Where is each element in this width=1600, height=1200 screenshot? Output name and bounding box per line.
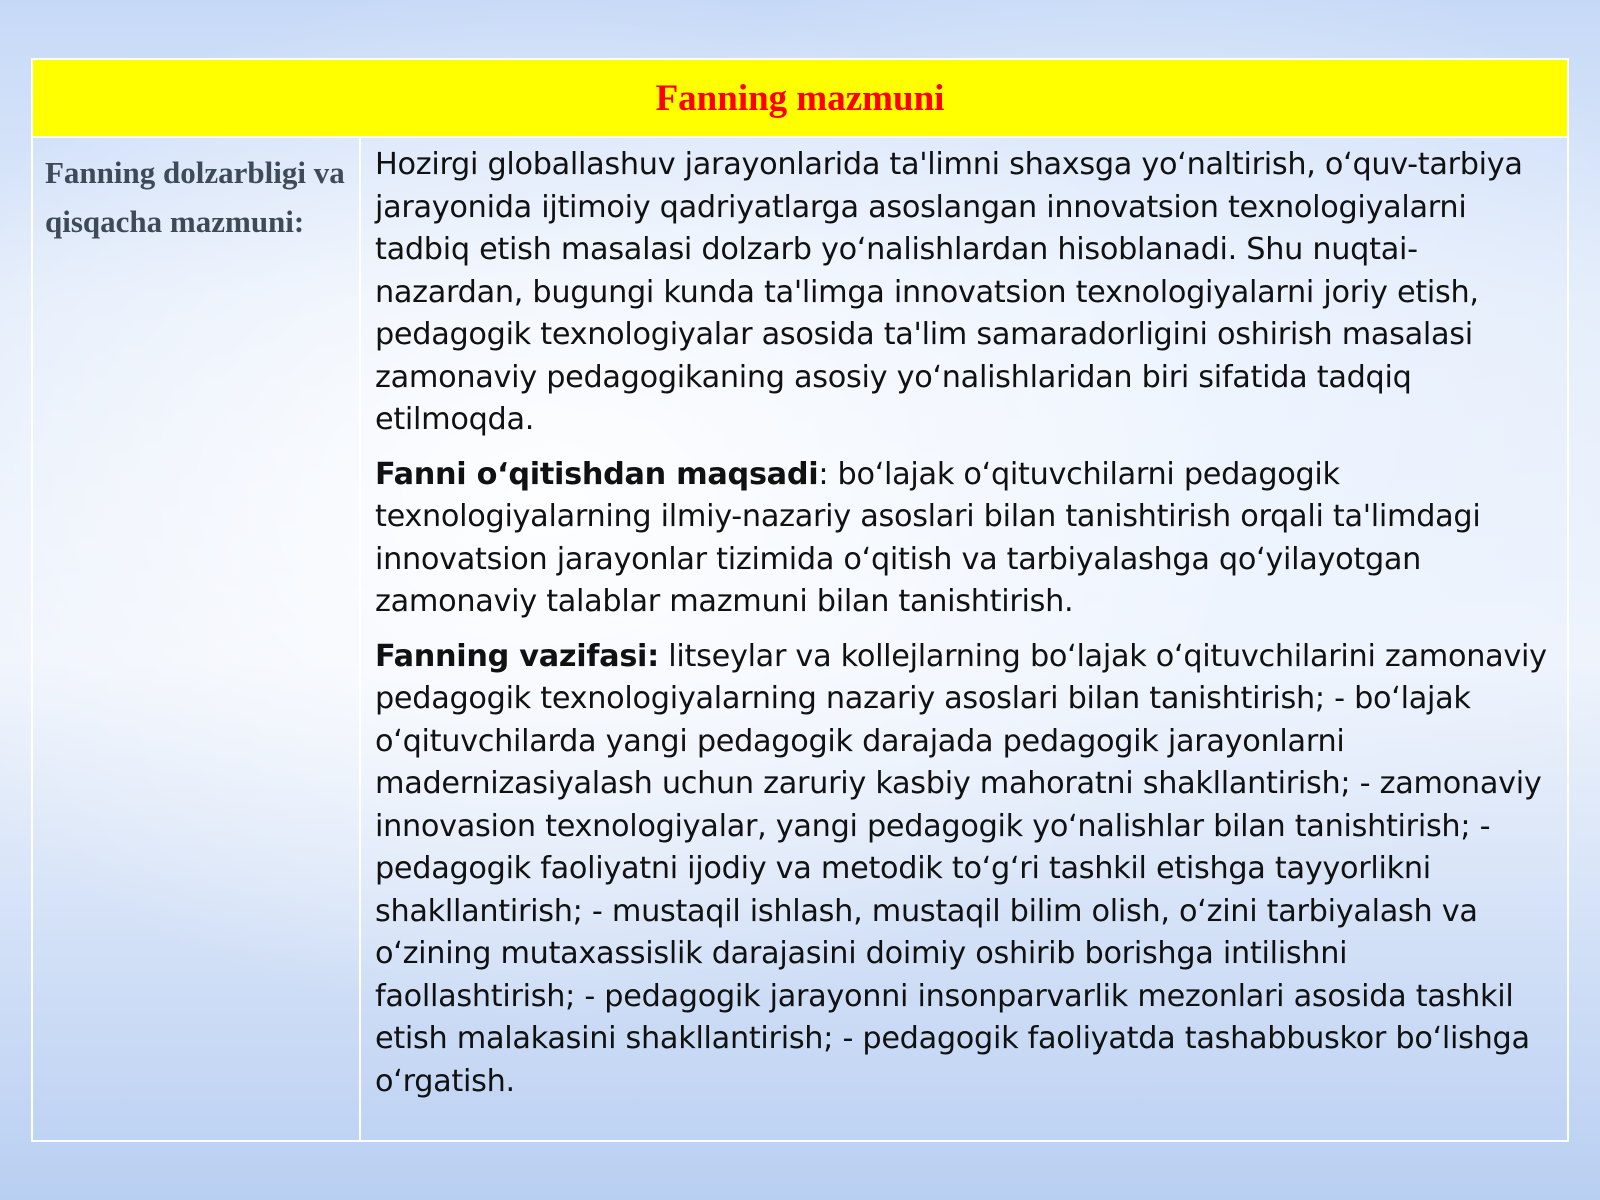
description-cell bbox=[361, 138, 1567, 1140]
label-cell bbox=[33, 138, 361, 1140]
paragraph-relevance bbox=[375, 144, 1551, 442]
paragraph-tasks bbox=[375, 636, 1551, 1104]
paragraph-tasks-lead: Fanning vazifasi: bbox=[375, 638, 659, 674]
content-table bbox=[31, 58, 1569, 1142]
paragraph-goal bbox=[375, 454, 1551, 624]
row-label: Fanning dolzarbligi va qisqacha mazmuni: bbox=[45, 155, 345, 239]
paragraph-relevance-text: Hozirgi globallashuv jarayonlarida ta'limni shaxsga yoʻnaltirish, oʻquv-tarbiya jarayonida ijtimoiy qadriyatlarga asoslangan innovatsion texnologiyalarni tadbiq etish masalasi dolzarb yoʻnalishlardan hisoblanadi. Shu nuqtai-nazardan, bugungi kunda ta'limga innovatsion texnologiyalarni joriy etish, pedagogik texnologiyalar asosida ta'lim samaradorligini oshirish masalasi zamonaviy pedagogikaning asosiy yoʻnalishlaridan biri sifatida tadqiq etilmoqda. bbox=[375, 147, 1523, 437]
table-header-row bbox=[33, 60, 1567, 138]
table-header-title: Fanning mazmuni bbox=[655, 77, 945, 119]
paragraph-goal-text: : boʻlajak oʻqituvchilarni pedagogik texnologiyalarning ilmiy-nazariy asoslari bilan tanishtirish orqali ta'limdagi innovatsion jarayonlar tizimida oʻqitish va tarbiyalashga qoʻyilayotgan zamonaviy talablar mazmuni bilan tanishtirish. bbox=[375, 456, 1481, 619]
paragraph-tasks-text: litseylar va kollejlarning boʻlajak oʻqituvchilarini zamonaviy pedagogik texnologiyalarning nazariy asoslari bilan tanishtirish; - boʻlajak oʻqituvchilarda yangi pedagogik darajada pedagogik jarayonlarni madernizasiyalash uchun zaruriy kasbiy mahoratni shakllantirish; - zamonaviy innovasion texnologiyalar, yangi pedagogik yoʻnalishlar bilan tanishtirish; - pedagogik faoliyatni ijodiy va metodik toʻgʻri tashkil etishga tayyorlikni shakllantirish; - mustaqil ishlash, mustaqil bilim olish, oʻzini tarbiyalash va oʻzining mutaxassislik darajasini doimiy oshirib borishga intilishni faollashtirish; - pedagogik jarayonni insonparvarlik mezonlari asosida tashkil etish malakasini shakllantirish; - pedagogik faoliyatda tashabbuskor boʻlishga oʻrgatish. bbox=[375, 638, 1547, 1099]
paragraph-goal-lead: Fanni oʻqitishdan maqsadi bbox=[375, 456, 819, 492]
